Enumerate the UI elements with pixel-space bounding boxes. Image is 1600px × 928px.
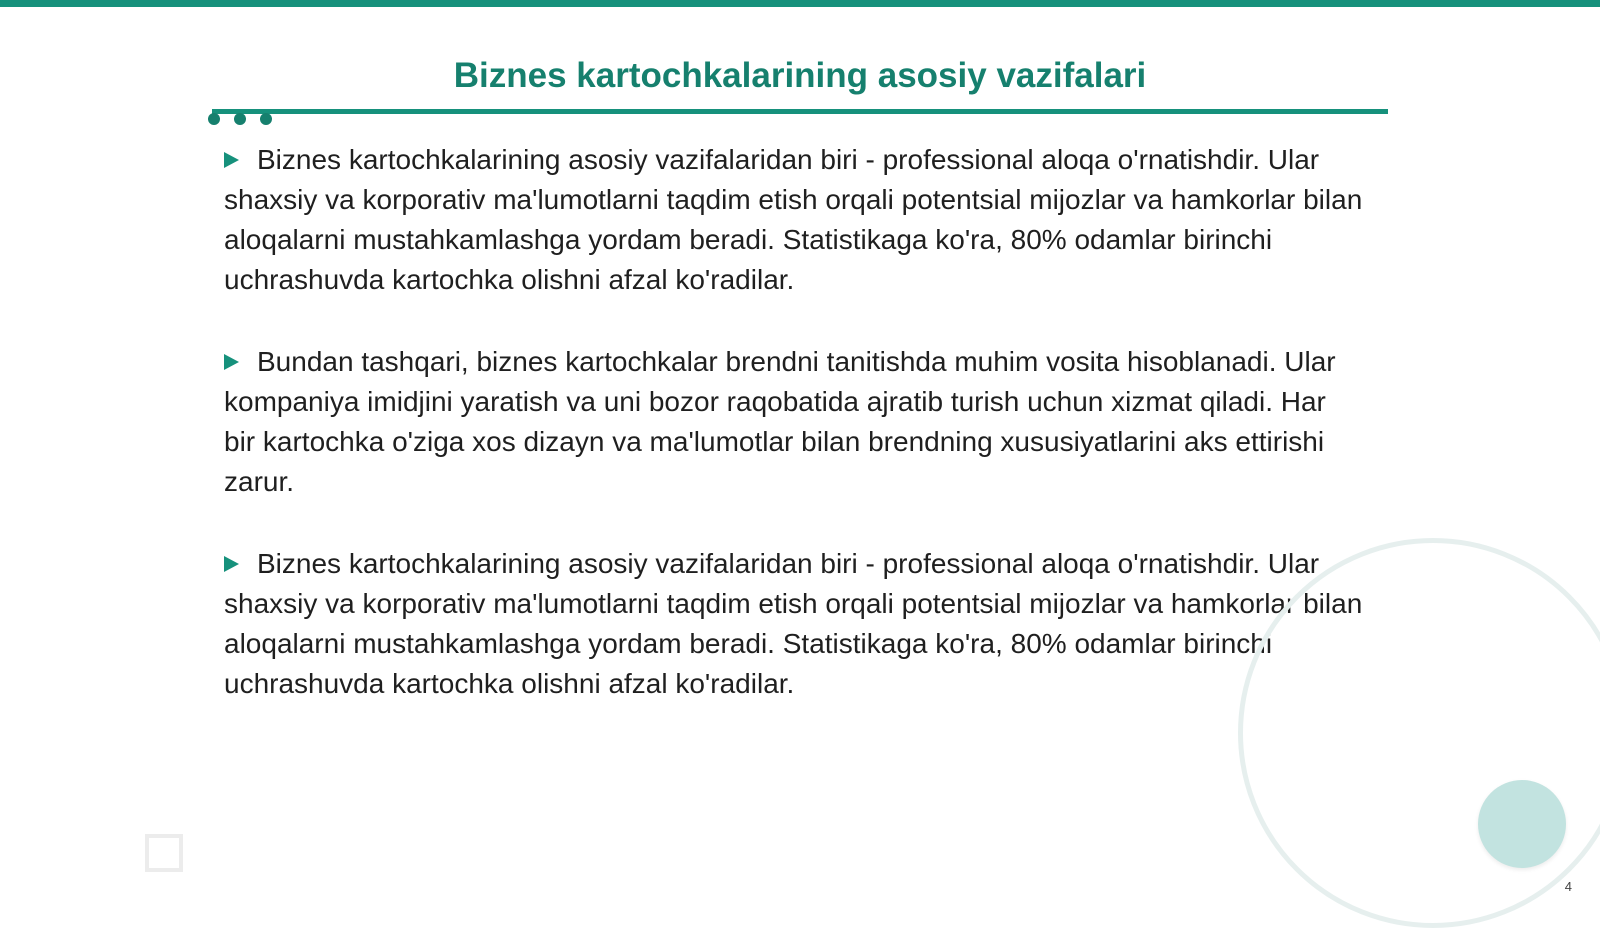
title-underline bbox=[212, 109, 1388, 114]
decorative-dot bbox=[260, 113, 272, 125]
play-arrow-icon bbox=[224, 556, 239, 572]
play-arrow-icon bbox=[224, 152, 239, 168]
decorative-square bbox=[145, 834, 183, 872]
play-arrow-icon bbox=[224, 354, 239, 370]
bullet-item bbox=[224, 342, 1364, 502]
bullet-text: Biznes kartochkalarining asosiy vazifalaridan biri - professional aloqa o'rnatishdir. Ular shaxsiy va korporativ ma'lumotlarni taqdim etish orqali potentsial mijozlar va hamkorlar bilan aloqalarni mustahkamlashga yordam beradi. Statistikaga ko'ra, 80% odamlar birinchi uchrashuvda kartochka olishni afzal ko'radilar. bbox=[224, 548, 1363, 699]
slide-title: Biznes kartochkalarining asosiy vazifalari bbox=[453, 56, 1147, 95]
decorative-dot bbox=[208, 113, 220, 125]
bullet-item bbox=[224, 140, 1364, 300]
bullet-list bbox=[224, 140, 1364, 746]
bullet-item bbox=[224, 544, 1364, 704]
page-number: 4 bbox=[1564, 879, 1572, 894]
bullet-text: Bundan tashqari, biznes kartochkalar brendni tanitishda muhim vosita hisoblanadi. Ular kompaniya imidjini yaratish va uni bozor raqobatida ajratib turish uchun xizmat qiladi. Har bir kartochka o'ziga xos dizayn va ma'lumotlar bilan brendning xususiyatlarini aks ettirishi zarur. bbox=[224, 346, 1336, 497]
decorative-circle bbox=[1478, 780, 1566, 868]
bullet-text: Biznes kartochkalarining asosiy vazifalaridan biri - professional aloqa o'rnatishdir. Ular shaxsiy va korporativ ma'lumotlarni taqdim etish orqali potentsial mijozlar va hamkorlar bilan aloqalarni mustahkamlashga yordam beradi. Statistikaga ko'ra, 80% odamlar birinchi uchrashuvda kartochka olishni afzal ko'radilar. bbox=[224, 144, 1363, 295]
decorative-dot bbox=[234, 113, 246, 125]
top-accent-bar bbox=[0, 0, 1600, 7]
decorative-ring bbox=[1238, 538, 1600, 928]
